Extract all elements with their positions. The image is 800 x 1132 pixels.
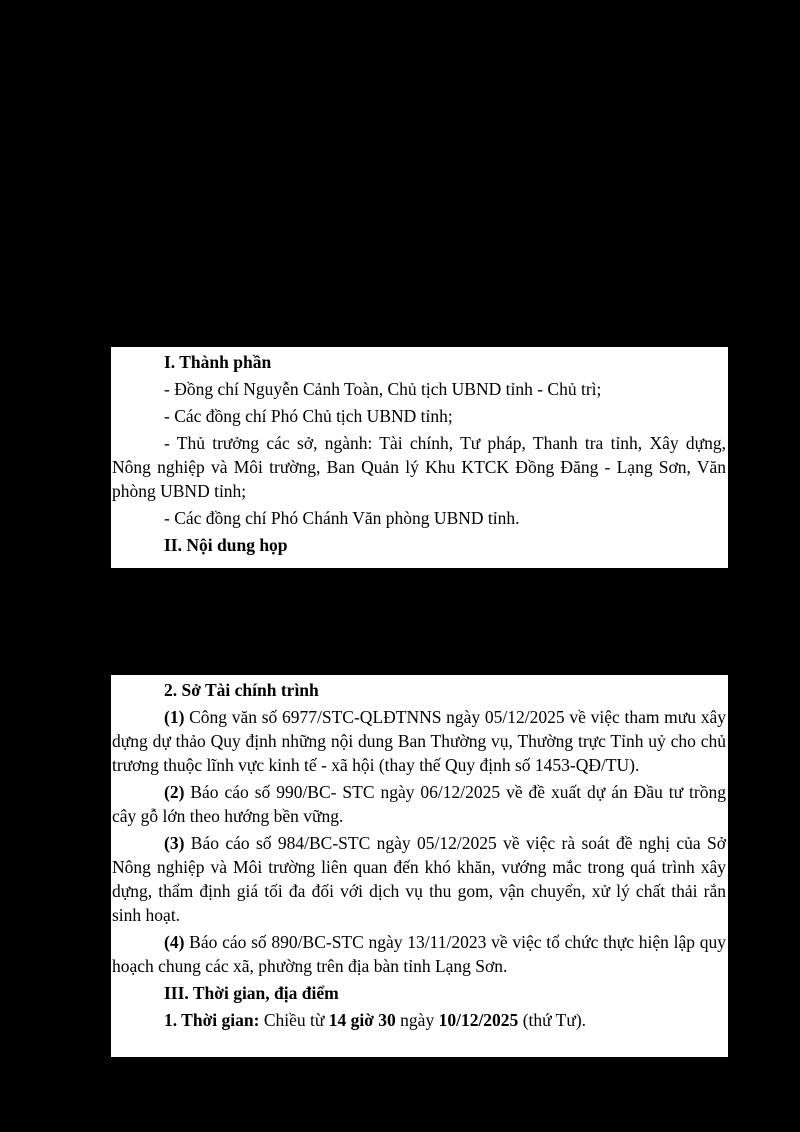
finance-item [111,930,728,978]
item-text: Báo cáo số 990/BC- STC ngày 06/12/2025 về đề xuất dự án Đầu tư trồng cây gỗ lớn theo hướng bền vững. [112,782,726,826]
section-heading-time-place: III. Thời gian, địa điểm [164,983,339,1003]
participant-item: - Các đồng chí Phó Chánh Văn phòng UBND tỉnh. [164,508,520,528]
item-text: Báo cáo số 984/BC-STC ngày 05/12/2025 về việc rà soát đề nghị của Sở Nông nghiệp và Môi trường liên quan đến khó khăn, vướng mắc trong quá trình xây dựng, thẩm định giá tối đa đối với dịch vụ thu gom, vận chuyển, xử lý chất thải rắn sinh hoạt. [112,833,726,925]
item-number: (2) [164,782,185,802]
section-heading-participants: I. Thành phần [164,352,272,372]
participant-item: - Các đồng chí Phó Chủ tịch UBND tỉnh; [164,406,453,426]
section-heading-content: II. Nội dung họp [164,535,288,555]
finance-item [111,831,728,927]
time-suffix: (thứ Tư). [518,1010,587,1030]
item-number: (4) [164,932,185,952]
time-prefix: Chiều từ [259,1010,329,1030]
subsection-heading-finance: 2. Sở Tài chính trình [164,680,319,700]
time-line [111,1008,728,1032]
finance-item [111,705,728,777]
finance-item [111,780,728,828]
participant-item: - Đồng chí Nguyễn Cảnh Toàn, Chủ tịch UBND tỉnh - Chủ trì; [164,379,602,399]
time-date: 10/12/2025 [438,1010,519,1030]
item-number: (1) [164,707,185,727]
document-panel-bottom [111,675,728,1057]
item-text: Báo cáo số 890/BC-STC ngày 13/11/2023 về việc tổ chức thực hiện lập quy hoạch chung các xã, phường trên địa bàn tỉnh Lạng Sơn. [112,932,726,976]
document-panel-top [111,347,728,568]
time-label: 1. Thời gian: [164,1010,260,1030]
item-text: Công văn số 6977/STC-QLĐTNNS ngày 05/12/2025 về việc tham mưu xây dựng dự thảo Quy định những nội dung Ban Thường vụ, Thường trực Tỉnh uỷ cho chủ trương thuộc lĩnh vực kinh tế - xã hội (thay thế Quy định số 1453-QĐ/TU). [112,707,726,775]
item-number: (3) [164,833,185,853]
participant-item: - Thủ trưởng các sở, ngành: Tài chính, Tư pháp, Thanh tra tỉnh, Xây dựng, Nông nghiệp và Môi trường, Ban Quản lý Khu KTCK Đồng Đăng - Lạng Sơn, Văn phòng UBND tỉnh; [112,433,726,501]
time-mid: ngày [395,1010,439,1030]
time-hour: 14 giờ 30 [328,1010,396,1030]
